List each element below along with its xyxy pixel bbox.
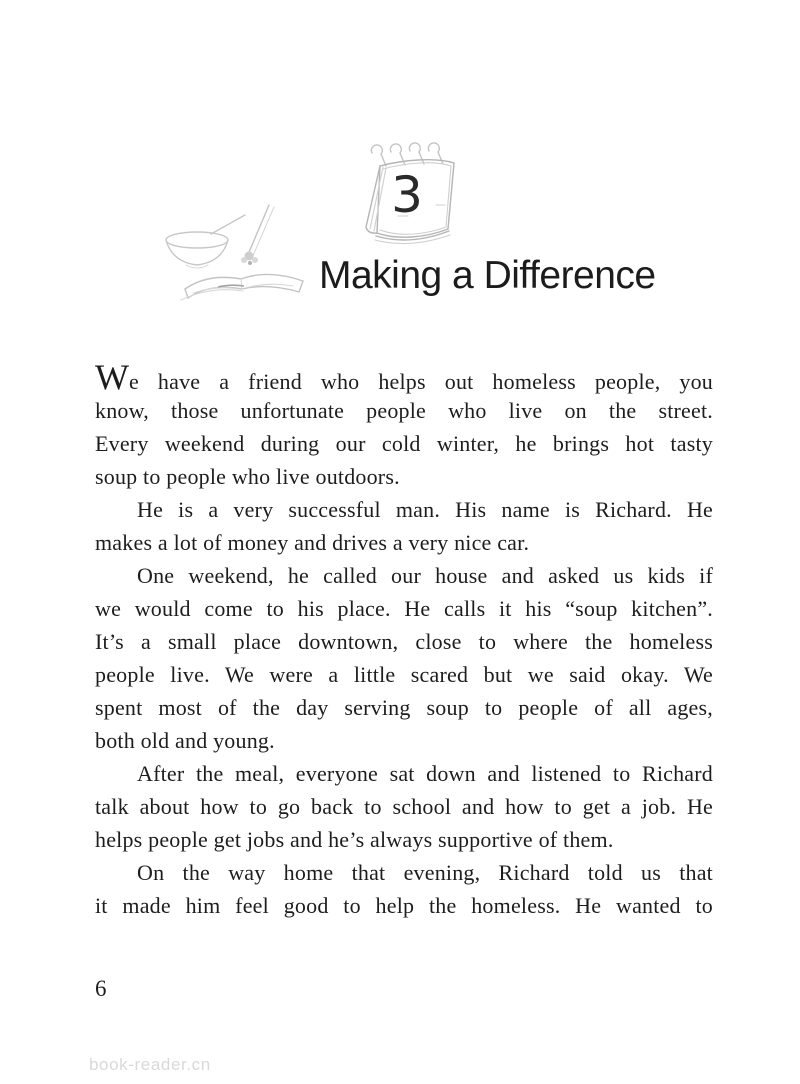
- bowl-quill-book-sketch-icon: [148, 203, 320, 309]
- spiral-notepad-icon: [350, 136, 468, 256]
- text-line: spent most of the day serving soup to people of all ages,: [95, 695, 713, 720]
- text-line: It’s a small place downtown, close to where the homeless: [95, 629, 713, 654]
- text-line: On the way home that evening, Richard told us that: [137, 860, 713, 885]
- text-line: people live. We were a little scared but we said okay. We: [95, 662, 713, 687]
- text-line: it made him feel good to help the homeless. He wanted to: [95, 893, 713, 918]
- soup-bowl-icon: [166, 215, 245, 268]
- body-text: [95, 361, 713, 922]
- chapter-number: 3: [391, 166, 423, 224]
- text-line: After the meal, everyone sat down and listened to Richard: [137, 761, 713, 786]
- text-line: soup to people who live outdoors.: [95, 464, 400, 489]
- open-book-icon: [181, 274, 303, 300]
- text-line: both old and young.: [95, 728, 275, 753]
- text-line: helps people get jobs and he’s always supportive of them.: [95, 827, 614, 852]
- page-number: 6: [95, 976, 107, 1001]
- text-line: know, those unfortunate people who live on the street.: [95, 398, 713, 423]
- quill-pen-icon: [241, 205, 274, 265]
- chapter-title: Making a Difference: [319, 254, 656, 297]
- text-line: we would come to his place. He calls it his “soup kitchen”.: [95, 596, 713, 621]
- initial-capital: W: [95, 361, 129, 394]
- text-line: He is a very successful man. His name is Richard. He: [137, 497, 713, 522]
- watermark: book-reader.cn: [89, 1055, 211, 1074]
- text-line: makes a lot of money and drives a very nice car.: [95, 530, 530, 555]
- text-line: talk about how to go back to school and how to get a job. He: [95, 794, 713, 819]
- text-line: We have a friend who helps out homeless people, you: [95, 361, 713, 394]
- text-line: Every weekend during our cold winter, he brings hot tasty: [95, 431, 713, 456]
- text-line: One weekend, he called our house and asked us kids if: [137, 563, 713, 588]
